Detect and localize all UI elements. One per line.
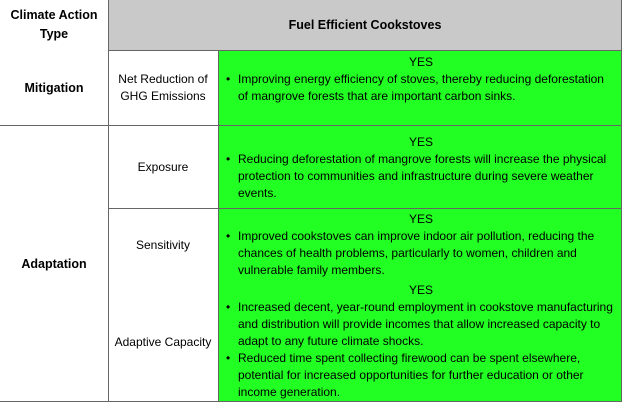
grid-line: [218, 50, 219, 402]
bullet-text: Improving energy efficiency of stoves, thereby reducing deforestation of mangrove forests that are important carbon sinks.: [238, 72, 604, 103]
bullet-icon: •: [226, 72, 231, 86]
grid-line: [0, 401, 622, 402]
label-net-reduction: Net Reduction of GHG Emissions: [108, 50, 218, 125]
header-fuel-efficient-cookstoves: Fuel Efficient Cookstoves: [108, 0, 622, 50]
bullet-icon: •: [226, 351, 231, 365]
cell-sensitivity: [218, 209, 622, 282]
grid-line: [108, 50, 622, 51]
bullet-icon: •: [226, 229, 231, 243]
bullet-item: [226, 350, 616, 401]
yes-label: YES: [408, 135, 433, 149]
type-mitigation: Mitigation: [0, 50, 108, 125]
yes-label: YES: [408, 55, 433, 69]
label-adaptive-capacity: Adaptive Capacity: [108, 282, 218, 402]
label-exposure: Exposure: [108, 126, 218, 208]
header-climate-action-type: Climate Action Type: [0, 0, 108, 50]
label-sensitivity: Sensitivity: [108, 209, 218, 282]
grid-line: [0, 125, 622, 126]
grid-line: [108, 208, 622, 209]
bullet-text: Improved cookstoves can improve indoor air pollution, reducing the chances of health problems, particularly to women, children and vulnerable family members.: [238, 229, 595, 277]
cell-exposure: [218, 126, 622, 209]
bullet-item: [226, 299, 616, 350]
bullet-text: Increased decent, year-round employment in cookstove manufacturing and distribution will provide incomes that allow increased capacity to adapt to any future climate shocks.: [238, 300, 613, 348]
bullet-item: [226, 71, 616, 105]
cell-net-reduction: [218, 50, 622, 126]
bullet-icon: •: [226, 300, 231, 314]
grid-line: [108, 0, 109, 402]
yes-label: YES: [408, 212, 433, 226]
bullet-text: Reducing deforestation of mangrove forests will increase the physical protection to communities and infrastructure during severe weather events.: [238, 152, 607, 200]
bullet-item: [226, 228, 616, 279]
bullet-item: [226, 151, 616, 202]
type-adaptation: Adaptation: [0, 126, 108, 402]
cell-adaptive-capacity: [218, 282, 622, 402]
yes-label: YES: [408, 283, 433, 297]
bullet-icon: •: [226, 152, 231, 166]
bullet-text: Reduced time spent collecting firewood can be spent elsewhere, potential for increased opportunities for further education or other income generation.: [238, 351, 584, 399]
grid-line: [621, 0, 622, 402]
